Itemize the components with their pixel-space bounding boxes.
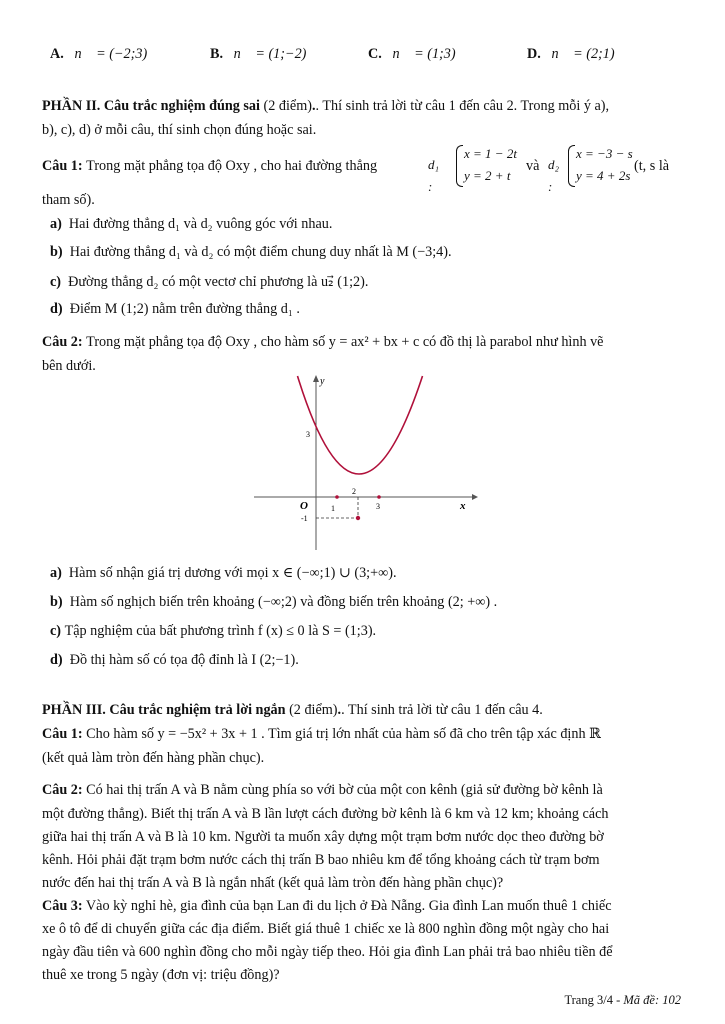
- p3-q1-line1: Câu 1: Cho hàm số y = −5x² + 3x + 1 . Tìm giá trị lớn nhất của hàm số đã cho trên tập xác định ℝ: [42, 726, 601, 742]
- option-a: A. n⃗ = (−2;3): [50, 46, 148, 62]
- p3-q2-line3: giữa hai thị trấn A và B là 10 km. Người ta muốn xây dựng một trạm bơm nước dọc theo đường bờ: [42, 829, 604, 845]
- params-note: (t, s là: [634, 158, 670, 174]
- p3-q2-line1: Câu 2: Có hai thị trấn A và B nằm cùng phía so với bờ của một con kênh (giả sử đường bờ kênh là: [42, 782, 603, 798]
- p2-q1-item-a: a) Hai đường thẳng d₁ và d₂ vuông góc với nhau.: [50, 216, 333, 232]
- option-b: B. n⃗ = (1;−2): [210, 46, 307, 62]
- p2-q2-item-a: a) Hàm số nhận giá trị dương với mọi x ∈ (−∞;1) ∪ (3;+∞).: [50, 565, 397, 581]
- p2-q2-stem: Câu 2: Trong mặt phẳng tọa độ Oxy , cho hàm số y = ax² + bx + c có đồ thị là parabol như hình vẽ: [42, 334, 604, 350]
- p3-q2-line5: nước đến hai thị trấn A và B là ngắn nhất (kết quả làm tròn đến hàng phần chục)?: [42, 875, 504, 891]
- part3-heading: PHẦN III. Câu trắc nghiệm trả lời ngắn: [42, 702, 286, 718]
- p3-q1-line2: (kết quả làm tròn đến hàng phần chục).: [42, 750, 265, 766]
- page-footer: [564, 993, 681, 1008]
- and-word: và: [526, 158, 540, 174]
- part2-intro-line1: PHẦN II. Câu trắc nghiệm đúng sai (2 điểm).. Thí sinh trả lời từ câu 1 đến câu 2. Trong mỗi ý a),: [42, 98, 610, 114]
- vertex-point: [356, 516, 360, 520]
- root-3: [377, 495, 381, 499]
- p2-q1-stem: Câu 1: Trong mặt phẳng tọa độ Oxy , cho hai đường thẳng: [42, 158, 378, 174]
- p2-q1-item-b: b) Hai đường thẳng d₁ và d₂ có một điểm chung duy nhất là M (−3;4).: [50, 244, 452, 260]
- p3-q2-line4: kênh. Hỏi phải đặt trạm bơm nước cách thị trấn B bao nhiêu km để tổng khoảng cách từ trạm bơm: [42, 852, 600, 868]
- parabol-graph: [250, 372, 480, 552]
- y-label: y: [320, 376, 325, 387]
- root-1: [335, 495, 339, 499]
- exam-code: Mã đề: 102: [623, 993, 681, 1007]
- p3-q2-line2: một đường thẳng). Biết thị trấn A và B lần lượt cách đường bờ kênh là 6 km và 12 km; khoảng cách: [42, 806, 609, 822]
- part3-intro: PHẦN III. Câu trắc nghiệm trả lời ngắn (2 điểm).. Thí sinh trả lời từ câu 1 đến câu 4.: [42, 702, 543, 718]
- p3-q3-line4: thuê xe trong 5 ngày (đơn vị: triệu đồng)?: [42, 967, 280, 983]
- part2-heading: PHẦN II. Câu trắc nghiệm đúng sai: [42, 98, 260, 114]
- tick-x-2: 2: [352, 487, 356, 496]
- tick-x-3: 3: [376, 502, 380, 511]
- y-axis-arrow: [313, 375, 319, 382]
- p2-q2-item-d: d) Đồ thị hàm số có tọa độ đỉnh là I (2;−1).: [50, 652, 299, 668]
- p3-q3-line3: ngày đầu tiên và 600 nghìn đồng cho mỗi ngày tiếp theo. Hỏi gia đình Lan phải trả bao nhiêu tiền để: [42, 944, 613, 960]
- p3-q3-line2: xe ô tô để di chuyển giữa các địa điểm. Biết giá thuê 1 chiếc xe là 800 nghìn đồng một ngày cho hai: [42, 921, 610, 937]
- option-d: D. n⃗ = (2;1): [527, 46, 615, 62]
- option-c: C. n⃗ = (1;3): [368, 46, 456, 62]
- tick-y-neg1: -1: [301, 514, 308, 523]
- tick-x-1: 1: [331, 504, 335, 513]
- page-number: Trang 3/4 -: [564, 993, 624, 1007]
- p2-q2-stem-cont: bên dưới.: [42, 358, 96, 374]
- origin-label: O: [300, 500, 308, 512]
- p2-q2-item-c: c) Tập nghiệm của bất phương trình f (x) ≤ 0 là S = (1;3).: [50, 623, 377, 639]
- tick-y-3: 3: [306, 430, 310, 439]
- exam-page: A. n⃗ = (−2;3) B. n⃗ = (1;−2) C. n⃗ = (1;3) D. n⃗ = (2;1) PHẦN II. Câu trắc nghiệm đúng sai (2 điểm).. Thí sinh trả lời từ câu 1 đến câu 2. Trong mỗi ý a), b), c), d) ở mỗi câu, thí sinh chọn đúng hoặc sai. Câu 1: Trong mặt phẳng tọa độ Oxy , cho hai đường thẳng d₁ : x = 1 − 2t y = 2 + t và d₂ : x = −3 − s y = 4 + 2s (t, s là tham số). a) Hai đường thẳng d₁ và d₂ vuông góc với nhau. b) Hai đường thẳng d₁ và d₂ có một điểm chung duy nhất là M (−3;4). c) Đường thẳng d₂ có một vectơ chỉ phương là u₂⃗ (1;2). d) Điểm M (1;2) nằm trên đường thẳng d₁ . Câu 2: Trong mặt phẳng tọa độ Oxy , cho hàm số y = ax² + bx + c có đồ thị là parabol như hình vẽ bên dưới. y x O 3 -1 1 2 3 a) Hàm số nhận giá trị dương với mọi x ∈ (−∞;1) ∪ (3;+∞). b) Hàm số nghịch biến trên khoảng (−∞;2) và đồng biến trên khoảng (2; +∞) . c) Tập nghiệm của bất phương trình f (x) ≤ 0 là S = (1;3). d) Đồ thị hàm số có tọa độ đỉnh là I (2;−1). PHẦN III. Câu trắc nghiệm trả lời ngắn (2 điểm).. Thí sinh trả lời từ câu 1 đến câu 4. Câu 1: Cho hàm số y = −5x² + 3x + 1 . Tìm giá trị lớn nhất của hàm số đã cho trên tập xác định ℝ (kết quả làm tròn đến hàng phần chục). Câu 2: Có hai thị trấn A và B nằm cùng phía so với bờ của một con kênh (giả sử đường bờ kênh là một đường thẳng). Biết thị trấn A và B lần lượt cách đường bờ kênh là 6 km và 12 km; khoảng cách giữa hai thị trấn A và B là 10 km. Người ta muốn xây dựng một trạm bơm nước dọc theo đường bờ kênh. Hỏi phải đặt trạm bơm nước cách thị trấn B bao nhiêu km để tổng khoảng cách từ trạm bơm nước đến hai thị trấn A và B là ngắn nhất (kết quả làm tròn đến hàng phần chục)? Câu 3: Vào kỳ nghỉ hè, gia đình của bạn Lan đi du lịch ở Đà Nẵng. Gia đình Lan muốn thuê 1 chiếc xe ô tô để di chuyển giữa các địa điểm. Biết giá thuê 1 chiếc xe là 800 nghìn đồng một ngày cho hai ngày đầu tiên và 600 nghìn đồng cho mỗi ngày tiếp theo. Hỏi gia đình Lan phải trả bao nhiêu tiền để thuê xe trong 5 ngày (đơn vị: triệu đồng)? Trang 3/4 - Mã đề: 102: [42, 46, 681, 1007]
- p2-q1-item-d: d) Điểm M (1;2) nằm trên đường thẳng d₁ .: [50, 301, 300, 317]
- x-axis-arrow: [472, 494, 478, 500]
- x-label: x: [460, 500, 466, 512]
- p2-q1-cont: tham số).: [42, 192, 95, 208]
- p2-q1-item-c: c) Đường thẳng d₂ có một vectơ chỉ phương là u₂⃗ (1;2).: [50, 274, 369, 290]
- part2-intro-line2: b), c), d) ở mỗi câu, thí sinh chọn đúng hoặc sai.: [42, 122, 317, 138]
- p3-q3-line1: Câu 3: Vào kỳ nghỉ hè, gia đình của bạn Lan đi du lịch ở Đà Nẵng. Gia đình Lan muốn thuê 1 chiếc: [42, 898, 612, 914]
- p2-q2-item-b: b) Hàm số nghịch biến trên khoảng (−∞;2) và đồng biến trên khoảng (2; +∞) .: [50, 594, 498, 610]
